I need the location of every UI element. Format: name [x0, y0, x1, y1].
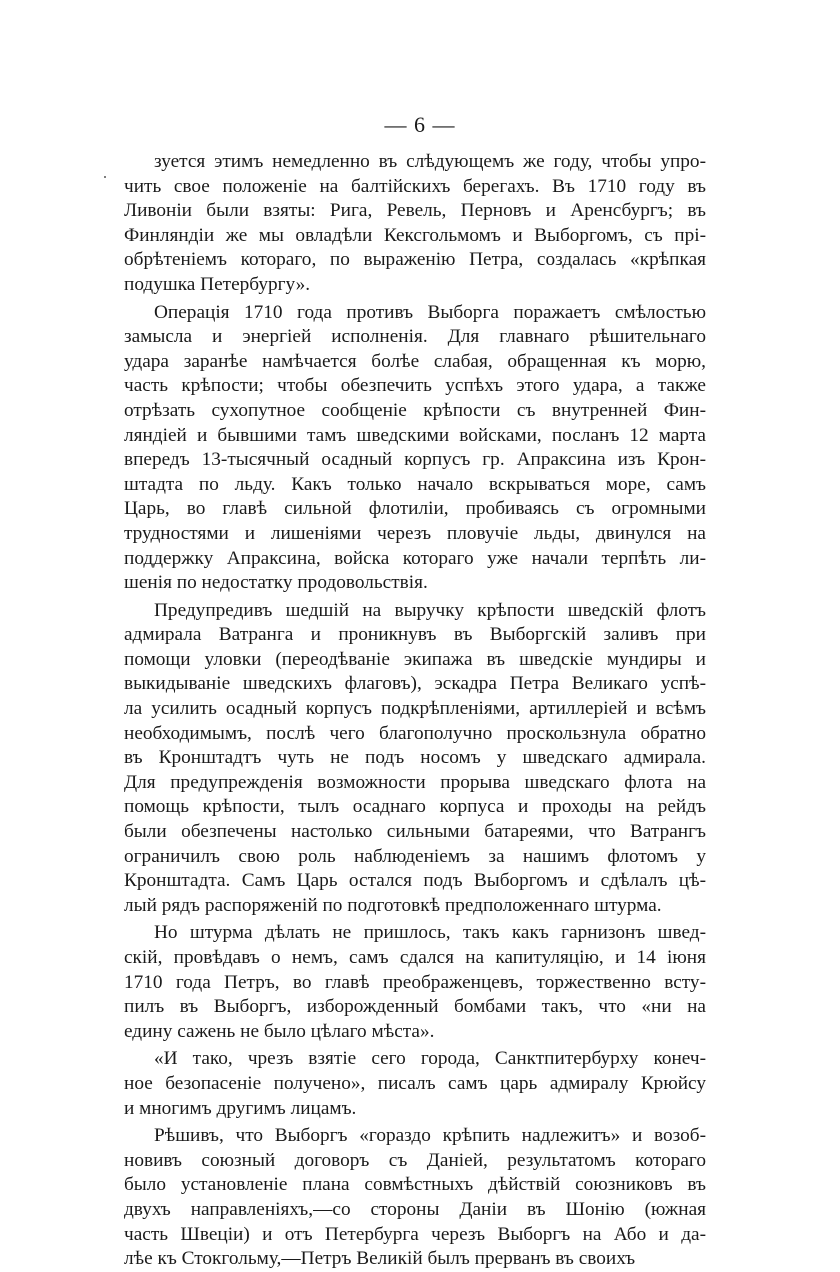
text-line: Кронштадта. Самъ Царь остался подъ Выборгомъ и сдѣлалъ цѣ-: [124, 870, 706, 892]
text-line: замысла и энергіей исполненія. Для главнаго рѣшительнаго: [124, 326, 706, 348]
text-line: лый рядъ распоряженій по подготовкѣ предположеннаго штурма.: [124, 894, 662, 916]
text-line: шенія по недостатку продовольствія.: [124, 572, 428, 594]
text-line: были обезпечены настолько сильными батареями, что Ватрангъ: [124, 821, 706, 843]
text-line: ное безопасеніе получено», писалъ самъ царь адмиралу Крюйсу: [124, 1072, 706, 1094]
text-line: ла усилить осадный корпусъ подкрѣпленіями, артиллеріей и всѣмъ: [124, 698, 706, 720]
text-line: Ливоніи были взяты: Рига, Ревель, Перновъ и Аренсбургъ; въ: [124, 200, 706, 222]
text-line: «И тако, чрезъ взятіе сего города, Санктпитербурху конеч-: [154, 1048, 706, 1070]
paragraph: [124, 1047, 706, 1121]
text-line: зуется этимъ немедленно въ слѣдующемъ же году, чтобы упро-: [154, 151, 706, 172]
text-line: чить свое положеніе на балтійскихъ берегахъ. Въ 1710 году въ: [124, 175, 706, 197]
page-number: — 6 —: [384, 112, 456, 137]
text-line: 1710 года Петръ, во главѣ преображенцевъ, торжественно всту-: [124, 971, 706, 993]
text-line: адмирала Ватранга и проникнувъ въ Выборгскій заливъ при: [124, 624, 706, 646]
paper-speck: [104, 176, 106, 178]
text-line: пилъ въ Выборгъ, изборожденный бомбами такъ, что «ни на: [124, 996, 706, 1018]
text-line: ляндіей и бывшими тамъ шведскими войсками, посланъ 12 марта: [124, 424, 706, 446]
text-line: обрѣтеніемъ котораго, по выраженію Петра, создалась «крѣпкая: [124, 249, 706, 271]
paragraph: [124, 150, 706, 298]
text-line: отрѣзать сухопутное сообщеніе крѣпости съ внутренней Фин-: [124, 399, 706, 421]
text-line: трудностями и лишеніями черезъ пловучіе льды, двинулся на: [124, 522, 706, 544]
text-line: Но штурма дѣлать не пришлось, такъ какъ гарнизонъ швед-: [154, 922, 706, 944]
text-line: новивъ союзный договоръ съ Даніей, результатомъ котораго: [124, 1149, 706, 1171]
text-line: скій, провѣдавъ о немъ, самъ сдался на капитуляцію, и 14 іюня: [124, 947, 706, 968]
text-line: Финляндіи же мы овладѣли Кексгольмомъ и Выборгомъ, съ прі-: [124, 224, 706, 246]
text-line: лѣе къ Стокгольму,—Петръ Великій былъ прерванъ въ своихъ: [124, 1248, 636, 1270]
text-line: помощь крѣпости, тылъ осаднаго корпуса и проходы на рейдъ: [124, 796, 706, 818]
text-line: выкидываніе шведскихъ флаговъ), эскадра Петра Великаго успѣ-: [124, 673, 706, 695]
paragraph: [124, 599, 706, 919]
paragraph: [124, 921, 706, 1044]
paragraph: [124, 301, 706, 596]
text-line: удара заранѣе намѣчается болѣе слабая, обращенная къ морю,: [124, 350, 706, 372]
text-line: двухъ направленіяхъ,—со стороны Даніи въ Шонію (южная: [124, 1198, 706, 1220]
text-line: было установленіе плана совмѣстныхъ дѣйствій союзниковъ въ: [124, 1174, 706, 1196]
text-line: поддержку Апраксина, войска котораго уже начали терпѣть ли-: [124, 547, 706, 569]
paragraph: [124, 1124, 706, 1272]
text-line: часть Швеціи) и отъ Петербурга черезъ Выборгъ на Або и да-: [124, 1223, 706, 1245]
text-line: впередъ 13-тысячный осадный корпусъ гр. Апраксина изъ Крон-: [124, 449, 706, 471]
text-line: помощи уловки (переодѣваніе экипажа въ шведскіе мундиры и: [124, 648, 706, 670]
text-line: Для предупрежденія возможности прорыва шведскаго флота на: [124, 771, 706, 793]
text-line: едину сажень не было цѣлаго мѣста».: [124, 1020, 435, 1042]
body-text: [124, 150, 706, 1272]
text-line: Царь, во главѣ сильной флотиліи, пробиваясь съ огромными: [124, 498, 706, 520]
text-line: ограничилъ свою роль наблюденіемъ за нашимъ флотомъ у: [124, 845, 706, 867]
text-line: штадта по льду. Какъ только начало вскрываться море, самъ: [124, 473, 706, 495]
text-line: Предупредивъ шедшій на выручку крѣпости шведскій флотъ: [154, 599, 706, 621]
text-line: подушка Петербургу».: [124, 273, 311, 295]
text-line: часть крѣпости; чтобы обезпечить успѣхъ этого удара, а также: [124, 375, 706, 397]
text-line: и многимъ другимъ лицамъ.: [124, 1097, 357, 1119]
text-line: необходимымъ, послѣ чего благополучно проскользнула обратно: [124, 722, 706, 744]
text-line: Рѣшивъ, что Выборгъ «гораздо крѣпить надлежитъ» и возоб-: [154, 1125, 706, 1147]
text-line: Операція 1710 года противъ Выборга поражаетъ смѣлостью: [154, 301, 706, 323]
text-line: въ Кронштадтъ чуть не подъ носомъ у шведскаго адмирала.: [124, 747, 706, 769]
